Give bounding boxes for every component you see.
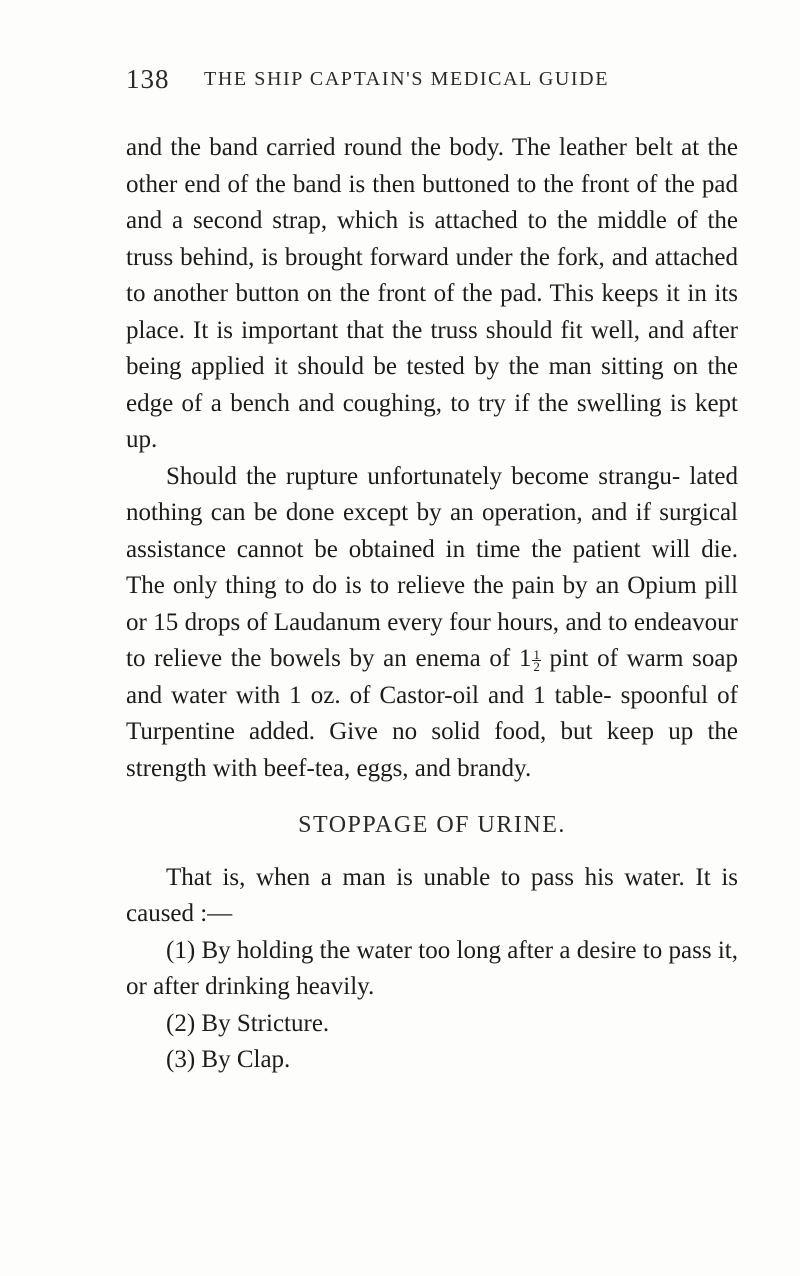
cause-item: (2) By Stricture.	[166, 1009, 330, 1037]
cause-item: (3) By Clap.	[166, 1046, 291, 1073]
fraction-numerator: 1	[533, 646, 540, 662]
book-title: THE SHIP CAPTAIN'S MEDICAL GUIDE	[204, 68, 610, 90]
paragraph-text-part: Should the rupture unfortunately become strangu- lated nothing can be done except by an operation, and if surgical assistance cannot be obtained in time the patient will die. The only thing to do is to relieve the pain by an Opium pill or 15 drops of Laudanum every four hours, and to endeavour to relieve the bowels by an enema of 1	[126, 462, 738, 672]
page-number: 138	[126, 64, 170, 94]
section-heading: STOPPAGE OF URINE.	[298, 812, 566, 838]
body-text	[126, 130, 738, 1079]
half-fraction	[532, 646, 541, 674]
paragraph-strangulated-rupture	[126, 459, 738, 788]
cause-item: (1) By holding the water too long after a desire to pass it, or after drinking heavily.	[126, 936, 738, 1000]
paragraph-text-part: pint of warm soap and water with 1 oz. of Castor-oil and 1 table- spoonful of Turpentine added. Give no solid food, but keep up the strength with beef-tea, eggs, and brandy.	[126, 645, 738, 782]
paragraph-continuation: and the band carried round the body. The leather belt at the other end of the band is then buttoned to the front of the pad and a second strap, which is attached to the middle of the truss behind, is brought forward under the fork, and attached to another button on the front of the pad. This keeps it in its place. It is important that the truss should fit well, and after being applied it should be tested by the man sitting on the edge of a bench and coughing, to try if the swelling is kept up.	[126, 134, 738, 453]
running-head	[126, 64, 726, 104]
section-intro: That is, when a man is unable to pass his water. It is caused :—	[126, 863, 738, 927]
fraction-denominator: 2	[533, 658, 540, 674]
